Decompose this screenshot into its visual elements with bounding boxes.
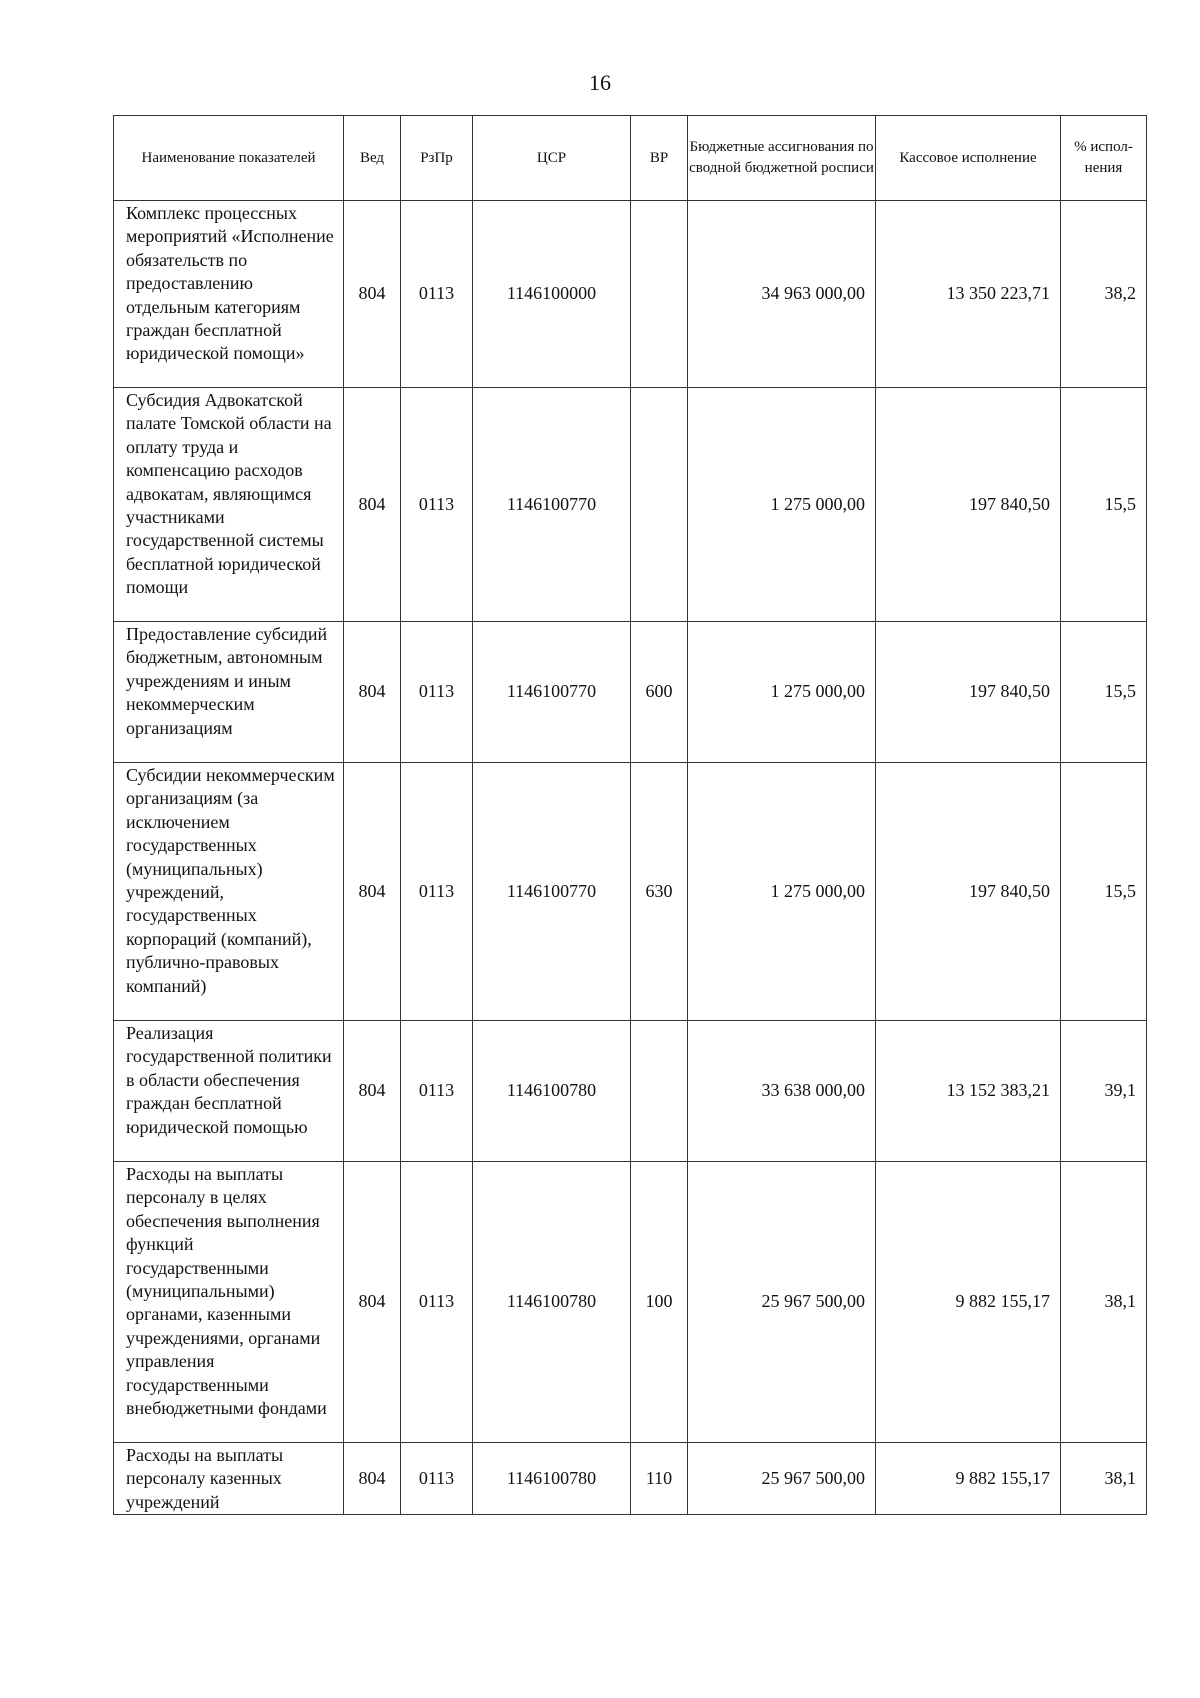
row-rzpr: 0113 [401,1021,473,1162]
header-assignments: Бюджетные ассигнования по сводной бюджетной росписи [688,116,876,201]
row-assignments: 1 275 000,00 [688,763,876,1021]
row-execution: 9 882 155,17 [876,1443,1061,1515]
row-name: Реализация государственной политики в области обеспечения граждан бесплатной юридической помощью [114,1021,344,1162]
row-vr: 600 [631,622,688,763]
row-execution: 13 152 383,21 [876,1021,1061,1162]
row-rzpr: 0113 [401,763,473,1021]
row-percent: 38,1 [1061,1162,1147,1443]
row-percent: 15,5 [1061,763,1147,1021]
row-percent: 38,1 [1061,1443,1147,1515]
row-assignments: 34 963 000,00 [688,201,876,388]
row-ved: 804 [344,1162,401,1443]
row-percent: 38,2 [1061,201,1147,388]
row-ved: 804 [344,763,401,1021]
row-vr: 630 [631,763,688,1021]
row-percent: 15,5 [1061,388,1147,622]
row-rzpr: 0113 [401,1162,473,1443]
header-execution: Кассовое исполнение [876,116,1061,201]
row-csr: 1146100000 [473,201,631,388]
header-rzpr: РзПр [401,116,473,201]
row-assignments: 25 967 500,00 [688,1443,876,1515]
row-assignments: 25 967 500,00 [688,1162,876,1443]
row-name: Субсидия Адвокатской палате Томской области на оплату труда и компенсацию расходов адвокатам, являющимся участниками государственной системы бесплатной юридической помощи [114,388,344,622]
row-name: Комплекс процессных мероприятий «Исполнение обязательств по предоставлению отдельным категориям граждан бесплатной юридической помощи» [114,201,344,388]
row-ved: 804 [344,388,401,622]
row-rzpr: 0113 [401,388,473,622]
table-row [114,622,1147,763]
row-csr: 1146100780 [473,1443,631,1515]
table-row [114,1443,1147,1515]
header-csr: ЦСР [473,116,631,201]
header-vr: ВР [631,116,688,201]
row-assignments: 1 275 000,00 [688,388,876,622]
row-csr: 1146100770 [473,388,631,622]
row-assignments: 1 275 000,00 [688,622,876,763]
row-execution: 9 882 155,17 [876,1162,1061,1443]
row-execution: 197 840,50 [876,388,1061,622]
row-csr: 1146100770 [473,622,631,763]
row-percent: 39,1 [1061,1021,1147,1162]
row-vr [631,1021,688,1162]
table-row [114,763,1147,1021]
row-name: Расходы на выплаты персоналу казенных учреждений [114,1443,344,1515]
row-execution: 13 350 223,71 [876,201,1061,388]
header-ved: Вед [344,116,401,201]
row-rzpr: 0113 [401,201,473,388]
row-vr [631,201,688,388]
table-row [114,388,1147,622]
row-name: Предоставление субсидий бюджетным, автономным учреждениям и иным некоммерческим организациям [114,622,344,763]
header-name: Наименование показателей [114,116,344,201]
row-name: Расходы на выплаты персоналу в целях обеспечения выполнения функций государственными (муниципальными) органами, казенными учреждениями, органами управления государственными внебюджетными фондами [114,1162,344,1443]
row-name: Субсидии некоммерческим организациям (за исключением государственных (муниципальных) учреждений, государственных корпораций (компаний), публично-правовых компаний) [114,763,344,1021]
table-row [114,201,1147,388]
row-csr: 1146100780 [473,1021,631,1162]
header-row [114,116,1147,201]
row-execution: 197 840,50 [876,763,1061,1021]
page-number: 16 [589,70,611,95]
table-row [114,1021,1147,1162]
row-assignments: 33 638 000,00 [688,1021,876,1162]
row-ved: 804 [344,201,401,388]
row-csr: 1146100780 [473,1162,631,1443]
row-ved: 804 [344,622,401,763]
header-percent: % испол-нения [1061,116,1147,201]
row-vr: 110 [631,1443,688,1515]
row-csr: 1146100770 [473,763,631,1021]
row-ved: 804 [344,1443,401,1515]
row-vr [631,388,688,622]
row-ved: 804 [344,1021,401,1162]
row-percent: 15,5 [1061,622,1147,763]
row-rzpr: 0113 [401,622,473,763]
row-execution: 197 840,50 [876,622,1061,763]
table-row [114,1162,1147,1443]
budget-table [113,115,1147,1515]
row-rzpr: 0113 [401,1443,473,1515]
row-vr: 100 [631,1162,688,1443]
